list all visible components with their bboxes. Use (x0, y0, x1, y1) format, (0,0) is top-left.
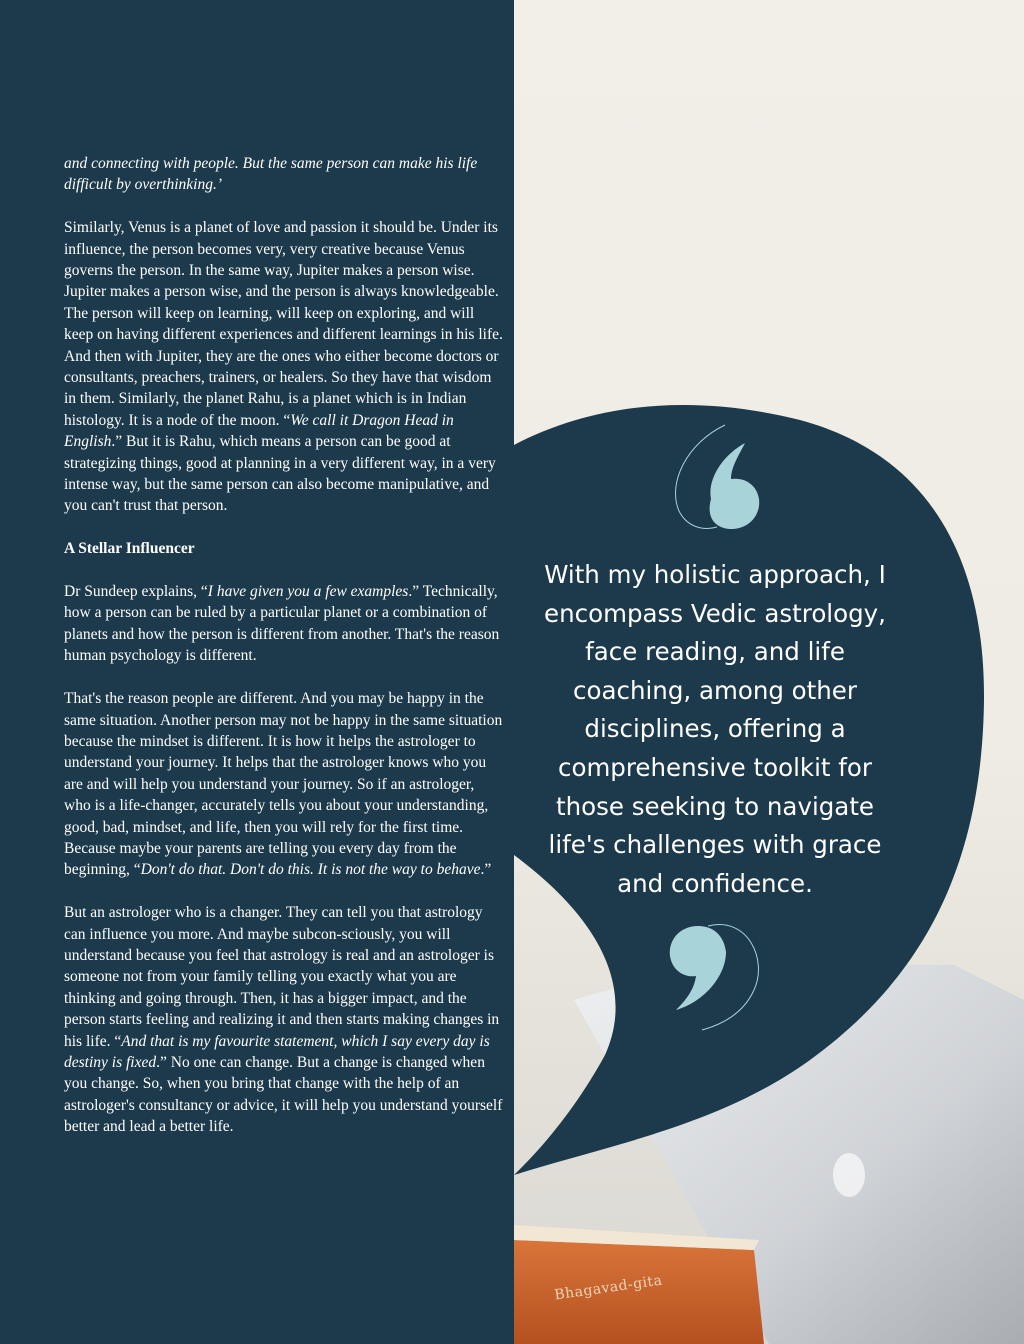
open-quote-icon (667, 423, 767, 533)
article-paragraph-3: Dr Sundeep explains, “I have given you a few examples.” Technically, how a person can be ruled by a particular planet or a combination of planets and how the person is different from another. That's the reason human psychology is different. (64, 583, 500, 665)
pull-quote-line: coaching, among other (573, 675, 857, 705)
pull-quote-line: life's challenges with grace (548, 830, 882, 860)
close-quote-icon (668, 920, 768, 1032)
book-spine-text: Bhagavad-gita (553, 1272, 664, 1304)
pull-quote-line: disciplines, offering a (584, 714, 846, 744)
pull-quote-line: face reading, and life (585, 637, 845, 667)
article-paragraph-5: But an astrologer who is a changer. They can tell you that astrology can influence you more. And maybe subcon-sciously, you will understand because you feel that astrology is real and an astrologer is someone not from your family telling you exactly what you are thinking and going through. Then, it has a bigger impact, and the person starts feeling and realizing it and then starts making changes in his life. “And that is my favourite statement, which I say every day is destiny is fixed.” No one can change. But a change is changed when you change. So, when you bring that change with the help of an astrologer's consultancy or advice, it will help you understand yourself better and lead a better life. (64, 904, 503, 1136)
article-paragraph-2: Similarly, Venus is a planet of love and passion it should be. Under its influence, the person becomes very, very creative because Venus governs the person. In the same way, Jupiter makes a person wise. Jupiter makes a person wise, and the person is always knowledgeable. The person will keep on learning, will keep on exploring, and will keep on having different experiences and different learnings in his life. And then with Jupiter, they are the ones who either become doctors or consultants, preachers, trainers, or healers. So they have that wisdom in them. Similarly, the planet Rahu, is a planet which is in Indian histology. It is a node of the moon. “We call it Dragon Head in English.” But it is Rahu, which means a person can be good at strategizing things, good at planning in a very different way, in a very intense way, but the same person can also become manipulative, and you can't trust that person. (64, 219, 503, 515)
pull-quote-line: With my holistic approach, I (544, 560, 886, 589)
pull-quote (530, 556, 900, 903)
article-paragraph-1: and connecting with people. But the same person can make his life difficult by overthinking.’ (64, 155, 478, 194)
article-paragraph-4: That's the reason people are different. And you may be happy in the same situation. Another person may not be happy in the same situation because the mindset is different. It is how it helps the astrologer to understand your journey. It helps that the astrologer knows who you are and will help you understand your journey. So if an astrologer, who is a life-changer, accurately tells you about your understanding, good, bad, mindset, and life, then you will rely for the first time. Because maybe your parents are telling you every day from the beginning, “Don't do that. Don't do this. It is not the way to behave.” (64, 690, 503, 879)
article-body (64, 153, 504, 1159)
pull-quote-line: comprehensive toolkit for (557, 752, 872, 782)
pull-quote-line: encompass Vedic astrology, (544, 598, 886, 628)
pull-quote-line: and confidence. (617, 868, 813, 898)
section-heading: A Stellar Influencer (64, 540, 195, 558)
pull-quote-line: those seeking to navigate (556, 791, 874, 821)
